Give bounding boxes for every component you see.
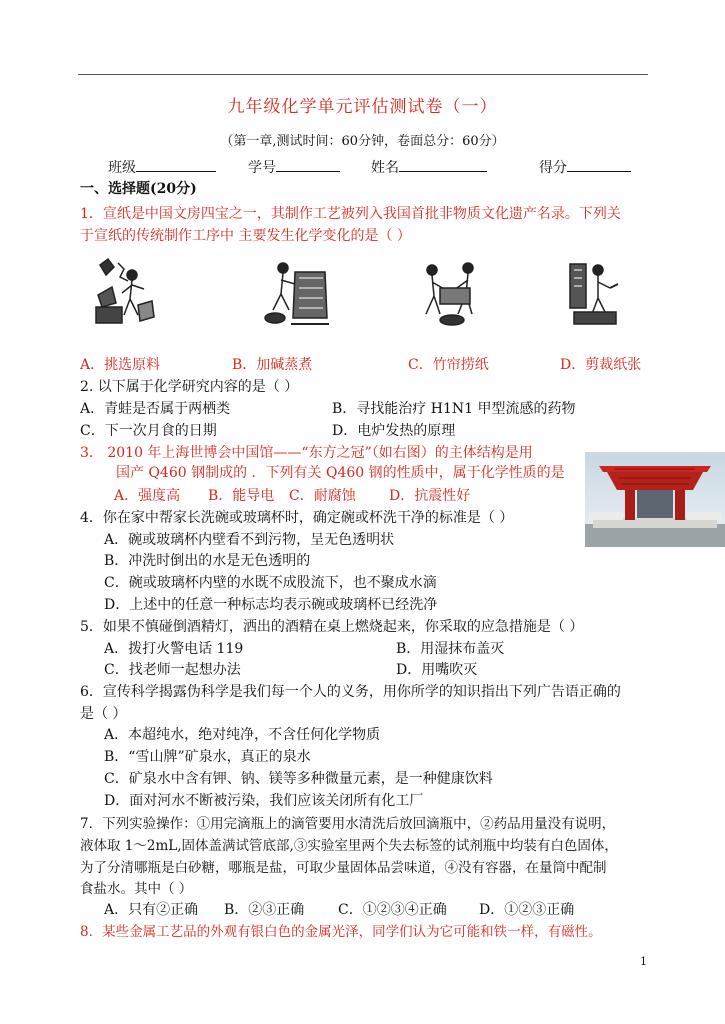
q1-option-a: A．挑选原料 [80,357,161,373]
section-heading: 一、选择题(20分) [80,181,197,197]
q5-option-d: D．用嘴吹灭 [396,662,478,678]
page-subtitle: （第一章,测试时间：60分钟，卷面总分：60分） [220,134,505,149]
number-label: 学号 [248,160,276,176]
q5-option-b: B．用湿抹布盖灭 [396,641,505,657]
q1-line2: 于宣纸的传统制作工序中 主要发生化学变化的是（ ） [80,228,411,244]
q7-option-a: A．只有②正确 [104,902,199,918]
q4-stem: 4．你在家中帮家长洗碗或玻璃杯时，确定碗或杯洗干净的标准是（ ） [80,510,514,526]
q6-line1: 6．宣传科学揭露伪科学是我们每一个人的义务，用你所学的知识指出下列广告语正确的 [80,684,621,700]
header-rule [78,74,648,75]
q7-line1: 7．下列实验操作：①用完滴瓶上的滴管要用水清洗后放回滴瓶中，②药品用量没有说明， [80,816,616,832]
class-field [108,157,216,177]
q7-option-b: B．②③正确 [224,902,305,918]
q4-option-b: B．冲洗时倒出的水是无色透明的 [104,553,311,569]
q7-option-d: D．①②③正确 [479,902,575,918]
q2-option-c: C．下一次月食的日期 [80,423,217,439]
score-label: 得分 [539,160,567,176]
q7-line3: 为了分清哪瓶是白砂糖，哪瓶是盐，可取少量固体品尝味道，④没有容器，在量筒中配制 [80,860,607,876]
q1-option-c: C．竹帘捞纸 [408,357,489,373]
q5-stem: 5．如果不慎碰倒酒精灯，洒出的酒精在桌上燃烧起来，你采取的应急措施是（ ） [80,619,584,635]
q3-line1: 3． 2010 年上海世博会中国馆——“东方之冠”（如右图）的主体结构是用 [80,445,533,461]
number-field [248,157,340,177]
page-number: 1 [640,955,647,968]
name-blank [399,158,487,172]
class-label: 班级 [108,160,136,176]
q3-option-a: A．强度高 [114,488,181,504]
class-blank [136,158,216,172]
q4-option-a: A．碗或玻璃杯内壁看不到污物，呈无色透明状 [104,532,395,548]
score-blank [567,158,631,172]
papermaking-cutting-illustration [560,258,630,332]
q1-line1: 1．宣纸是中国文房四宝之一，其制作工艺被列入我国首批非物质文化遗产名录。下列关 [80,206,621,222]
papermaking-selecting-illustration [88,255,158,330]
q7-line4: 食盐水。其中（ ） [80,881,193,897]
q2-option-d: D．电炉发热的原理 [332,423,456,439]
q2-option-a: A．青蛙是否属于两栖类 [80,401,231,417]
q2-stem: 2. 以下属于化学研究内容的是（ ） [80,379,299,395]
q1-option-b: B．加碱蒸煮 [232,357,313,373]
q4-option-c: C．碗或玻璃杯内壁的水既不成股流下，也不聚成水滴 [104,575,437,591]
papermaking-screen-illustration [410,260,490,328]
q3-line2: 国产 Q460 钢制成的 ．下列有关 Q460 钢的性质中，属于化学性质的是 [116,465,565,481]
q4-option-d: D．上述中的任意一种标志均表示碗或玻璃杯已经洗净 [104,597,438,613]
q6-option-c: C．矿泉水中含有钾、钠、镁等多种微量元素，是一种健康饮料 [104,771,493,787]
q6-line2: 是（ ） [80,706,127,722]
name-label: 姓名 [371,160,399,176]
q5-option-a: A．拨打火警电话 119 [104,641,244,657]
q3-option-c: C．耐腐蚀 [289,488,356,504]
score-field [539,157,631,177]
q7-line2: 液体取 1～2mL,固体盖满试管底部,③实验室里两个失去标签的试剂瓶中均装有白色固体， [80,838,618,854]
page-title: 九年级化学单元评估测试卷（一） [227,97,498,117]
number-blank [276,158,340,172]
q1-option-d: D．剪裁纸张 [560,357,642,373]
q3-option-d: D．抗震性好 [389,488,471,504]
q7-option-c: C．①②③④正确 [338,902,447,918]
china-pavilion-image [585,452,725,547]
name-field [371,157,487,177]
q2-option-b: B．寻找能治疗 H1N1 甲型流感的药物 [332,401,576,417]
q6-option-b: B．“雪山牌”矿泉水，真正的泉水 [104,749,311,765]
q3-option-b: B．能导电 [208,488,275,504]
q8-line1: 8．某些金属工艺品的外观有银白色的金属光泽，同学们认为它可能和铁一样，有磁性。 [80,924,602,940]
q6-option-d: D．面对河水不断被污染，我们应该关闭所有化工厂 [104,793,424,809]
q6-option-a: A．本超纯水，绝对纯净，不含任何化学物质 [104,727,381,743]
q5-option-c: C．找老师一起想办法 [104,662,241,678]
papermaking-boiling-illustration [255,258,335,330]
